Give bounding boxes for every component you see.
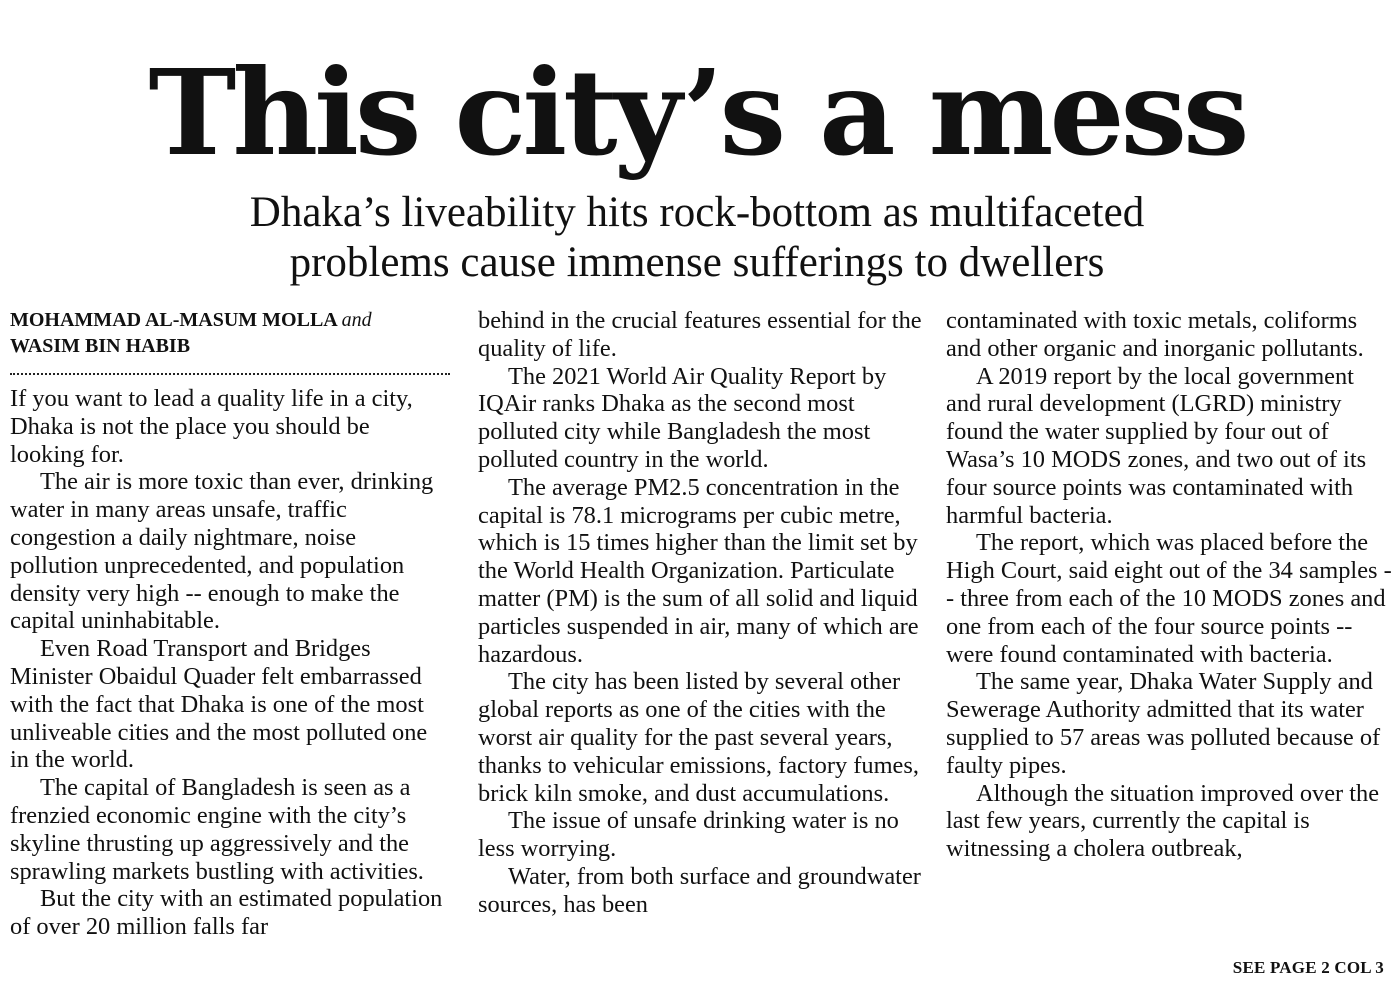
article-column-3 [946, 307, 1392, 863]
article-column-2 [478, 307, 924, 919]
paragraph: behind in the crucial features essential for the quality of life. [478, 307, 922, 362]
byline-author-1: MOHAMMAD AL-MASUM MOLLA [10, 309, 337, 331]
paragraph: The capital of Bangladesh is seen as a frenzied economic engine with the city’s skyline thrusting up aggressively and the sprawling markets bustling with activities. [10, 774, 424, 885]
paragraph: But the city with an estimated population of over 20 million falls far [10, 885, 443, 941]
paragraph: The 2021 World Air Quality Report by IQAir ranks Dhaka as the second most polluted city while Bangladesh the most polluted country in the world. [478, 362, 887, 473]
paragraph: A 2019 report by the local government and rural development (LGRD) ministry found the water supplied by four out of Wasa’s 10 MODS zones, and two out of its four source points was contaminated with harmful bacteria. [946, 362, 1367, 529]
article-column-1 [10, 307, 450, 941]
paragraph: Water, from both surface and groundwater sources, has been [478, 862, 921, 918]
paragraph: If you want to lead a quality life in a city, Dhaka is not the place you should be looking for. [10, 385, 413, 468]
subheadline [0, 188, 1394, 288]
byline [10, 307, 450, 359]
subheadline-line-1: Dhaka’s liveability hits rock-bottom as multifaceted [249, 189, 1145, 236]
subheadline-line-2: problems cause immense sufferings to dwellers [289, 239, 1105, 286]
paragraph: Although the situation improved over the last few years, currently the capital is witnessing a cholera outbreak, [946, 779, 1380, 863]
paragraph: The air is more toxic than ever, drinking water in many areas unsafe, traffic congestion a daily nightmare, noise pollution unprecedented, and population density very high -- enough to make the capital uninhabitable. [10, 468, 434, 635]
paragraph: Even Road Transport and Bridges Minister Obaidul Quader felt embarrassed with the fact that Dhaka is one of the most unliveable cities and the most polluted one in the world. [10, 635, 428, 774]
paragraph: The average PM2.5 concentration in the capital is 78.1 micrograms per cubic metre, which is 15 times higher than the limit set by the World Health Organization. Particulate matter (PM) is the sum of all solid and liquid particles suspended in air, many of which are hazardous. [478, 473, 919, 668]
paragraph: contaminated with toxic metals, coliforms and other organic and inorganic pollutants. [946, 307, 1364, 362]
byline-author-2: WASIM BIN HABIB [10, 335, 191, 357]
paragraph: The city has been listed by several other global reports as one of the cities with the worst air quality for the past several years, thanks to vehicular emissions, factory fumes, brick kiln smoke, and dust accumulations. [478, 668, 919, 807]
byline-divider [10, 373, 450, 375]
paragraph: The report, which was placed before the High Court, said eight out of the 34 samples -- three from each of the 10 MODS zones and one from each of the four source points -- were found contaminated with bacteria. [946, 529, 1392, 668]
continuation-jump-line: SEE PAGE 2 COL 3 [1232, 958, 1384, 977]
paragraph: The same year, Dhaka Water Supply and Sewerage Authority admitted that its water supplied to 57 areas was polluted because of faulty pipes. [946, 668, 1381, 779]
paragraph: The issue of unsafe drinking water is no less worrying. [478, 807, 899, 863]
byline-conjunction: and [341, 309, 372, 331]
headline: This city’s a mess [148, 43, 1246, 182]
